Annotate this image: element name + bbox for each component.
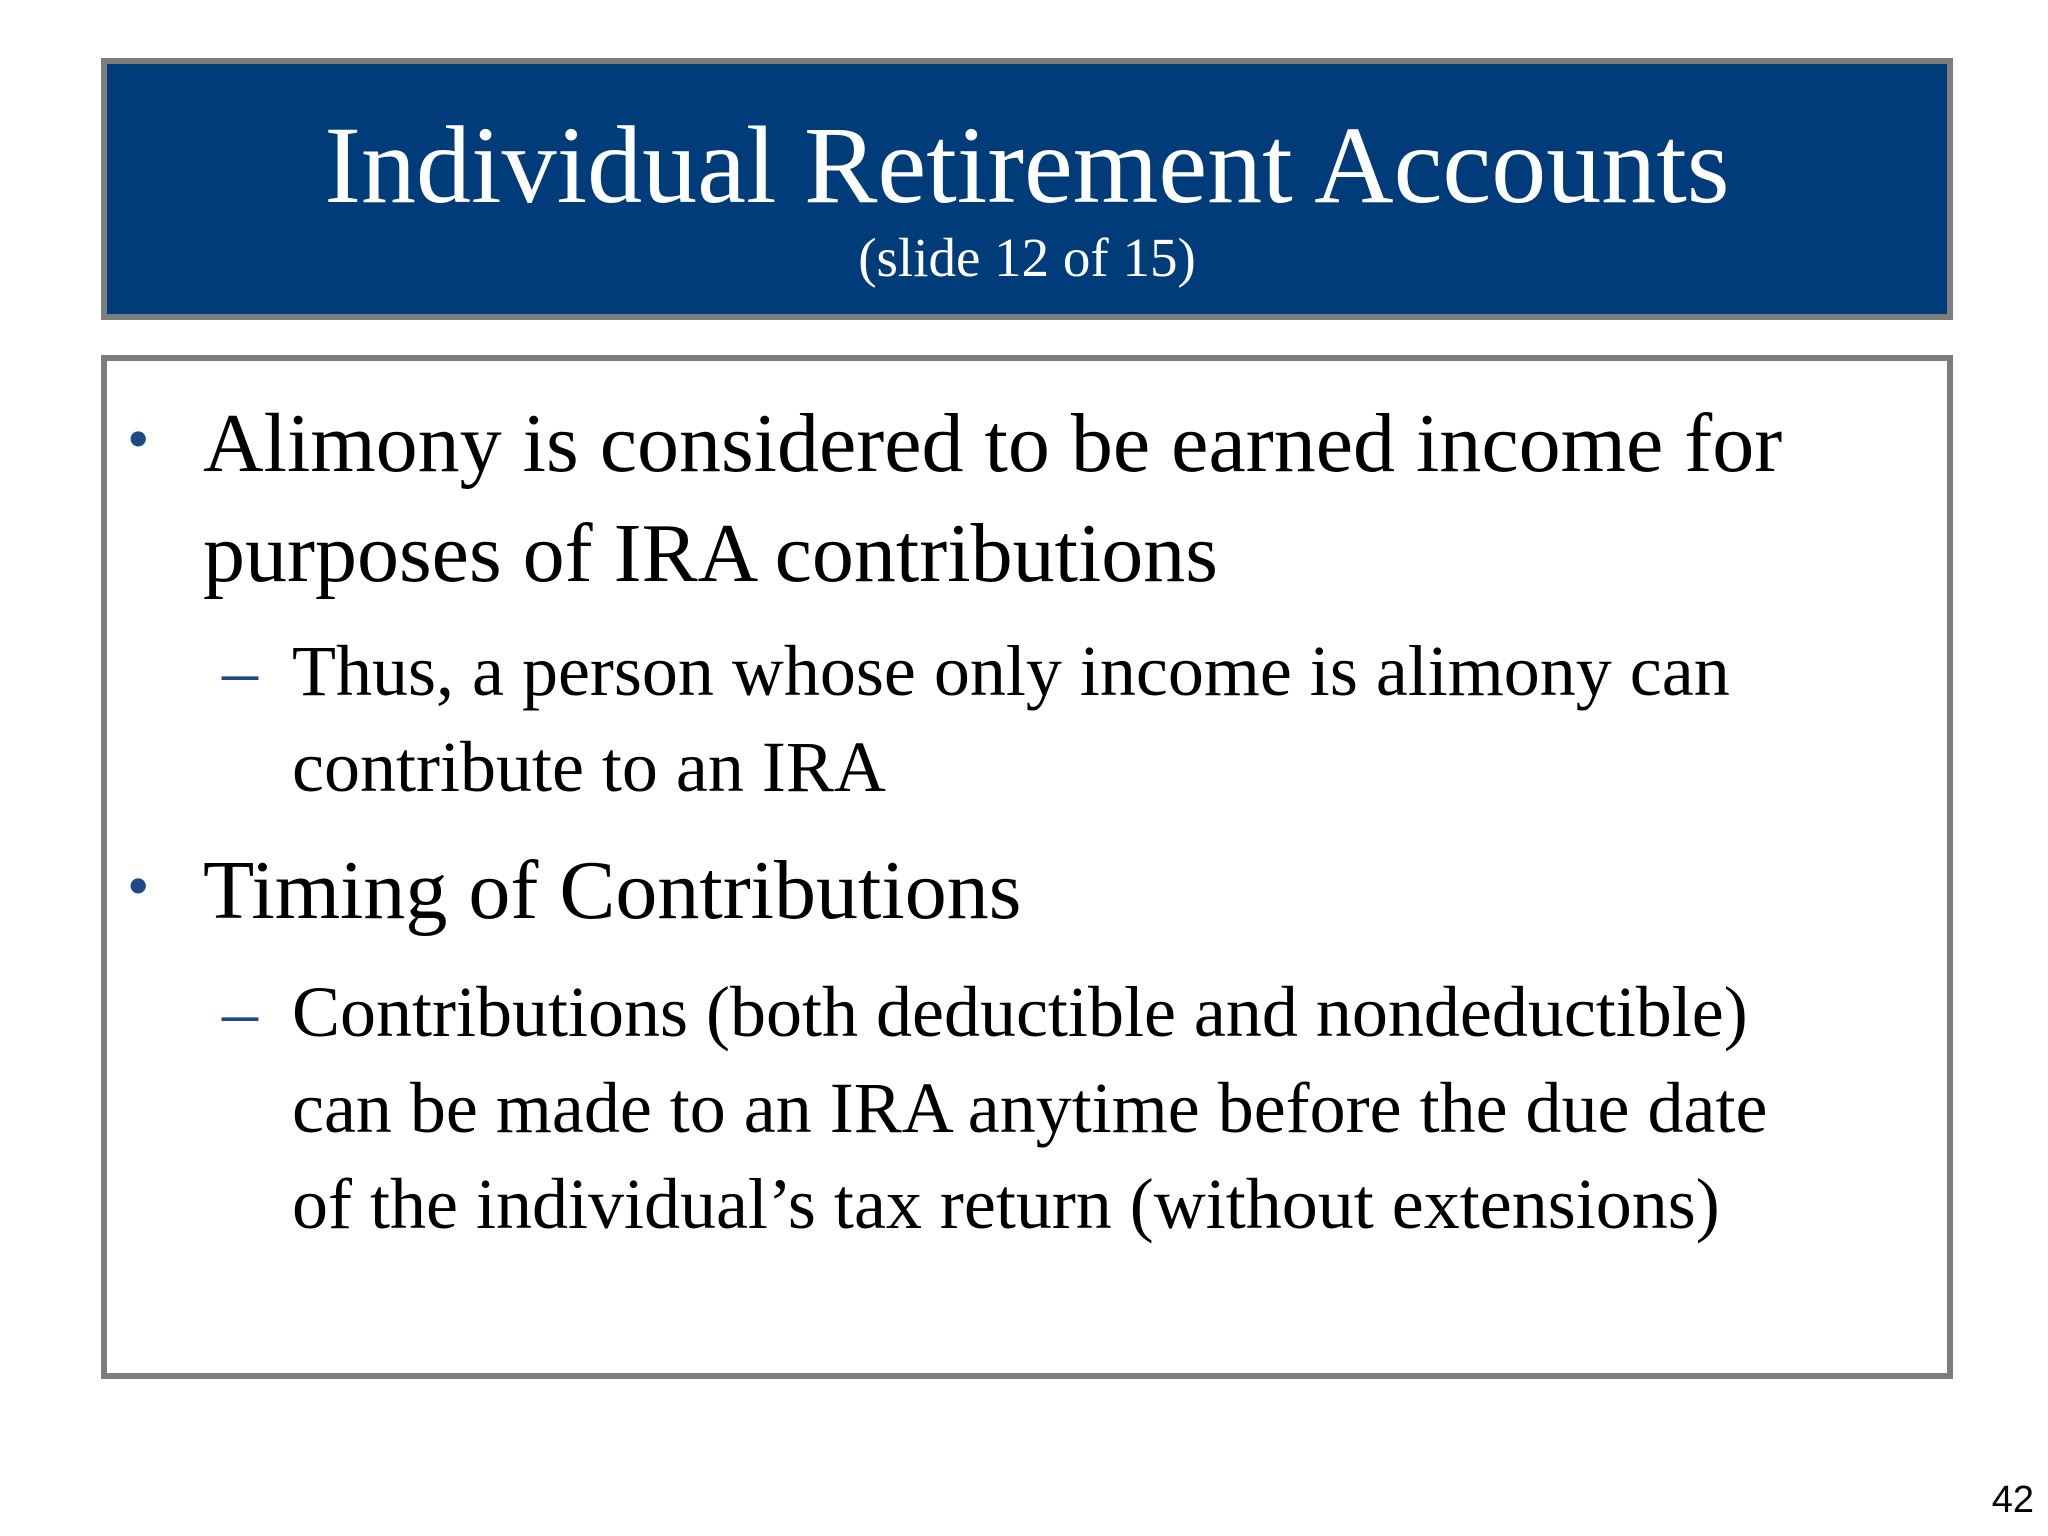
- sub-bullet-text: Contributions (both deductible and nondeductible): [292, 972, 1748, 1052]
- sub-bullet-line: [107, 719, 1947, 815]
- sub-bullet-line: [107, 1156, 1947, 1252]
- sub-bullet-marker: –: [222, 631, 258, 711]
- sub-bullet-line: [107, 1060, 1947, 1156]
- page-number: 42: [1991, 1479, 2034, 1521]
- bullet-text: purposes of IRA contributions: [203, 507, 1218, 600]
- sub-bullet-line: [107, 964, 1947, 1060]
- sub-bullet-line: [107, 623, 1947, 719]
- bullet-line: [107, 836, 1947, 946]
- bullet-text: Alimony is considered to be earned income for: [203, 397, 1783, 490]
- sub-bullet-text: Thus, a person whose only income is alimony can: [292, 631, 1730, 711]
- bullet-item: [107, 836, 1947, 1252]
- bullet-line: [107, 389, 1947, 499]
- title-banner: [101, 58, 1953, 320]
- sub-bullet-text: contribute to an IRA: [292, 727, 886, 807]
- bullet-item: [107, 389, 1947, 815]
- bullet-line: [107, 499, 1947, 609]
- bullet-marker: •: [127, 403, 150, 474]
- sub-bullet-text: can be made to an IRA anytime before the due date: [292, 1068, 1768, 1148]
- bullet-text: Timing of Contributions: [203, 844, 1022, 937]
- sub-bullet-marker: –: [222, 972, 258, 1052]
- slide-subtitle: (slide 12 of 15): [858, 226, 1196, 288]
- content-panel: [101, 355, 1953, 1379]
- sub-bullet-text: of the individual’s tax return (without extensions): [292, 1164, 1720, 1244]
- slide-title: Individual Retirement Accounts: [324, 104, 1730, 226]
- bullet-marker: •: [127, 850, 150, 921]
